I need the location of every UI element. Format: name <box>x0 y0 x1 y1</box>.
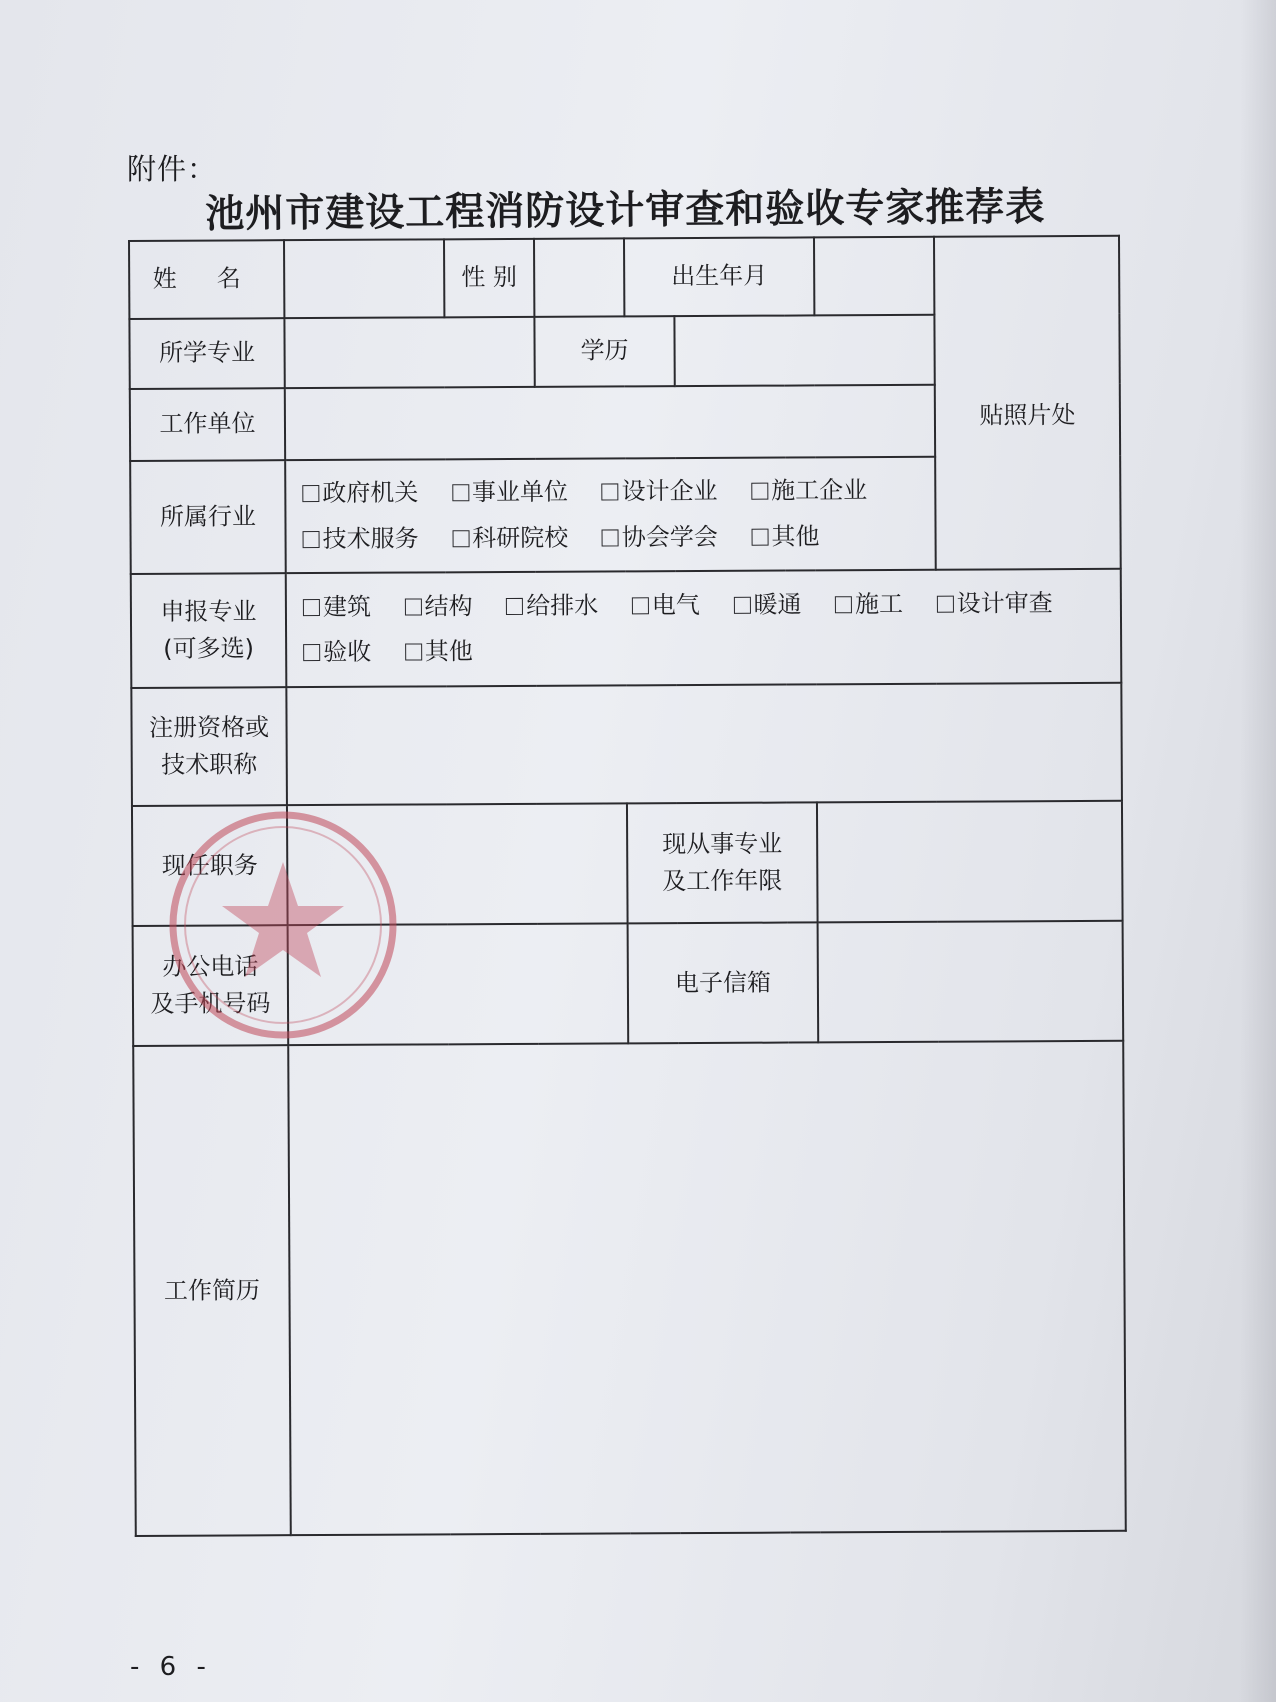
specialty-option[interactable]: 施工 <box>835 582 903 628</box>
page-number: - 6 - <box>130 1652 212 1682</box>
specialty-option[interactable]: 结构 <box>404 584 472 630</box>
checkbox-icon[interactable] <box>632 597 649 614</box>
name-label: 姓名 <box>152 264 281 294</box>
checkbox-icon[interactable] <box>733 596 750 613</box>
email-field[interactable] <box>818 921 1124 1043</box>
education-field[interactable] <box>674 315 934 386</box>
phone-field[interactable] <box>288 924 629 1046</box>
industry-options <box>285 457 936 574</box>
industry-option[interactable]: 技术服务 <box>302 516 418 562</box>
field-years-field[interactable] <box>817 801 1123 923</box>
employer-label: 工作单位 <box>130 388 285 461</box>
birth-field[interactable] <box>814 237 934 316</box>
industry-option[interactable]: 设计企业 <box>601 469 717 515</box>
checkbox-icon[interactable] <box>506 598 523 615</box>
email-label: 电子信箱 <box>628 923 819 1044</box>
specialty-option[interactable]: 设计审查 <box>937 581 1053 627</box>
specialty-option[interactable]: 建筑 <box>303 584 371 630</box>
specialty-option[interactable]: 其他 <box>405 629 473 675</box>
name-field[interactable] <box>284 239 444 318</box>
checkbox-icon[interactable] <box>303 644 320 661</box>
checkbox-icon[interactable] <box>602 529 619 546</box>
attachment-label: 附件： <box>127 152 218 186</box>
gender-label: 性 别 <box>444 239 534 317</box>
employer-field[interactable] <box>285 385 935 460</box>
field-years-label: 现从事专业 及工作年限 <box>627 803 818 924</box>
gender-field[interactable] <box>534 238 624 316</box>
specialty-option[interactable]: 暖通 <box>733 582 801 628</box>
specialty-option[interactable]: 给排水 <box>506 583 598 629</box>
major-field[interactable] <box>284 317 534 388</box>
birth-label: 出生年月 <box>624 237 814 316</box>
specialty-label: 申报专业 (可多选) <box>131 573 287 688</box>
recommendation-form <box>128 235 1127 1537</box>
checkbox-icon[interactable] <box>452 484 469 501</box>
position-field[interactable] <box>287 804 628 926</box>
qualification-label: 注册资格或 技术职称 <box>131 687 287 806</box>
industry-option[interactable]: 协会学会 <box>602 515 718 561</box>
education-label: 学历 <box>534 316 674 387</box>
checkbox-icon[interactable] <box>937 595 954 612</box>
industry-option[interactable]: 政府机关 <box>302 470 418 516</box>
industry-option[interactable]: 施工企业 <box>751 468 867 514</box>
checkbox-icon[interactable] <box>303 599 320 616</box>
industry-option[interactable]: 事业单位 <box>452 470 568 516</box>
checkbox-icon[interactable] <box>452 530 469 547</box>
checkbox-icon[interactable] <box>303 531 320 548</box>
checkbox-icon[interactable] <box>751 483 768 500</box>
specialty-options <box>286 569 1122 687</box>
specialty-option[interactable]: 验收 <box>303 630 371 676</box>
checkbox-icon[interactable] <box>302 485 319 502</box>
resume-field[interactable] <box>288 1041 1126 1535</box>
photo-area[interactable]: 贴照片处 <box>934 236 1121 570</box>
page-edge-shadow <box>1240 0 1276 1702</box>
industry-label: 所属行业 <box>130 460 286 574</box>
checkbox-icon[interactable] <box>405 644 422 661</box>
checkbox-icon[interactable] <box>751 528 768 545</box>
position-label: 现任职务 <box>132 805 288 926</box>
phone-label: 办公电话 及手机号码 <box>133 925 289 1046</box>
major-label: 所学专业 <box>129 318 284 389</box>
industry-option[interactable]: 其他 <box>751 514 819 560</box>
qualification-field[interactable] <box>286 683 1122 805</box>
form-title: 池州市建设工程消防设计审查和验收专家推荐表 <box>205 183 1046 237</box>
resume-label: 工作简历 <box>133 1045 291 1536</box>
checkbox-icon[interactable] <box>405 598 422 615</box>
checkbox-icon[interactable] <box>835 596 852 613</box>
industry-option[interactable]: 科研院校 <box>452 515 568 561</box>
specialty-option[interactable]: 电气 <box>632 583 700 629</box>
checkbox-icon[interactable] <box>602 483 619 500</box>
